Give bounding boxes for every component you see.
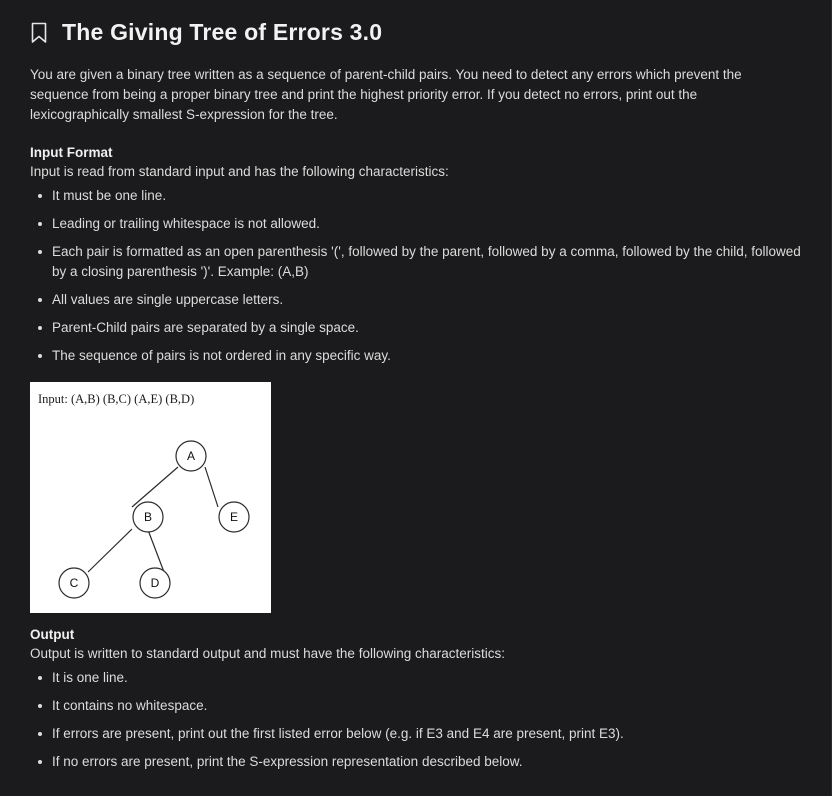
tree-node-c [59,568,89,598]
list-item: If errors are present, print out the first listed error below (e.g. if E3 and E4 are present, print E3). [30,724,802,744]
list-item: It contains no whitespace. [30,696,802,716]
list-item: Each pair is formatted as an open parenthesis '(', followed by the parent, followed by a comma, followed by the child, followed by a closing parenthesis ')'. Example: (A,B) [30,242,802,282]
binary-tree-diagram [30,382,271,613]
tree-node-b [133,502,163,532]
svg-text:B: B [143,510,153,525]
list-item: Leading or trailing whitespace is not allowed. [30,214,802,234]
list-item: It must be one line. [30,186,802,206]
tree-node-a [176,441,206,471]
input-format-list [30,186,802,366]
page-header [30,20,802,45]
output-section [30,627,802,772]
page-title: The Giving Tree of Errors 3.0 [62,19,383,45]
output-heading: Output [30,627,75,643]
svg-text:A: A [186,449,196,464]
list-item: If no errors are present, print the S-expression representation described below. [30,752,802,772]
edge-b-c [88,529,132,572]
example-tree-figure [30,382,271,613]
list-item: All values are single uppercase letters. [30,290,802,310]
svg-text:D: D [150,576,160,591]
input-format-lead: Input is read from standard input and has the following characteristics: [30,164,449,180]
svg-text:E: E [229,510,239,525]
output-lead: Output is written to standard output and must have the following characteristics: [30,646,505,662]
tree-node-d [140,568,170,598]
tree-node-e [219,502,249,532]
list-item: The sequence of pairs is not ordered in any specific way. [30,346,802,366]
input-format-section [30,145,802,366]
list-item: It is one line. [30,668,802,688]
input-format-heading: Input Format [30,145,113,161]
edge-a-b [132,467,178,507]
bookmark-icon [30,22,48,44]
edge-b-d [148,530,164,572]
list-item: Parent-Child pairs are separated by a single space. [30,318,802,338]
intro-paragraph: You are given a binary tree written as a sequence of parent-child pairs. You need to detect any errors which prevent the sequence from being a proper binary tree and print the highest priority error. If you detect no errors, print out the lexicographically smallest S-expression for the tree. [30,67,742,123]
output-list [30,668,802,772]
edge-a-e [205,467,218,507]
figure-caption: Input: (A,B) (B,C) (A,E) (B,D) [38,392,195,407]
svg-text:C: C [69,576,79,591]
